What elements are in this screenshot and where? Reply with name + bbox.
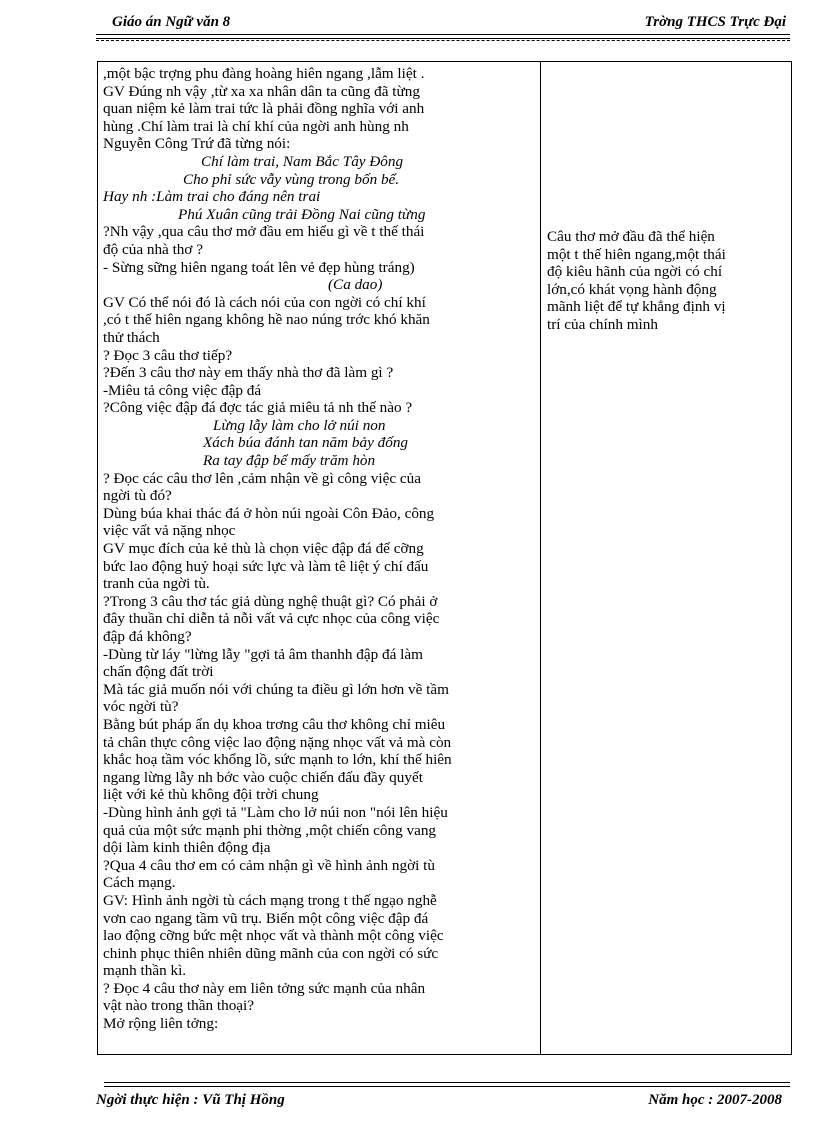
text-line: quan niệm kẻ làm trai tức là phải đồng nghĩa với anh bbox=[103, 100, 425, 118]
text-line: dội làm kinh thiên động địa bbox=[103, 839, 271, 857]
text-line: đây thuần chỉ diễn tả nỗi vất vả cực nhọc của công việc bbox=[103, 610, 440, 628]
text-line: -Dùng từ láy "lừng lẫy "gợi tả âm thanhh đập đá làm bbox=[103, 645, 423, 663]
header-subject: Giáo án Ngữ văn 8 bbox=[112, 14, 231, 30]
text-line: ?Qua 4 câu thơ em có cảm nhận gì về hình ảnh ngời tù bbox=[103, 856, 435, 874]
text-line: Mở rộng liên tởng: bbox=[103, 1015, 219, 1033]
knowledge-column bbox=[547, 228, 785, 334]
text-line: lớn,có khát vọng hành động bbox=[547, 280, 717, 298]
text-line: -Dùng hình ảnh gợi tả "Làm cho lở núi non "nói lên hiệu bbox=[103, 803, 448, 821]
text-line: GV: Hình ảnh ngời tù cách mạng trong t thế ngạo nghễ bbox=[103, 891, 437, 909]
footer-author: Ngời thực hiện : Vũ Thị Hồng bbox=[96, 1092, 285, 1108]
text-line: độ kiêu hãnh của ngời có chí bbox=[547, 263, 723, 281]
text-line: ,một bậc trợng phu đàng hoàng hiên ngang ,lẫm liệt . bbox=[103, 65, 425, 82]
text-line: Cách mạng. bbox=[103, 874, 176, 892]
text-line: GV Có thể nói đó là cách nói của con ngời có chí khí bbox=[103, 293, 426, 311]
poem-line: Phú Xuân cũng trải Đồng Nai cũng từng bbox=[178, 205, 426, 223]
text-line: quả của một sức mạnh phi thờng ,một chiến công vang bbox=[103, 821, 437, 839]
text-line: ?Nh vậy ,qua câu thơ mở đầu em hiểu gì về t thế thái bbox=[103, 223, 425, 241]
text-line: GV mục đích của kẻ thù là chọn việc đập đá để cỡng bbox=[103, 540, 424, 558]
source-note: (Ca dao) bbox=[328, 276, 383, 294]
teaching-activities-column bbox=[103, 65, 535, 1033]
page-header bbox=[112, 12, 786, 36]
text-line: ngang lừng lẫy nh bớc vào cuộc chiến đấu đầy quyết bbox=[103, 768, 423, 786]
page-footer bbox=[96, 1092, 782, 1116]
text-line: vật nào trong thần thoại? bbox=[103, 997, 254, 1015]
poem-line: Hay nh :Làm trai cho đáng nên trai bbox=[103, 188, 321, 206]
text-line: ?Công việc đập đá đợc tác giả miêu tả nh thế nào ? bbox=[103, 399, 413, 417]
text-line: ?Trong 3 câu thơ tác giả dùng nghệ thuật gì? Có phải ở bbox=[103, 592, 438, 610]
footer-rule bbox=[104, 1082, 790, 1087]
poem-line: Ra tay đập bể mấy trăm hòn bbox=[203, 452, 376, 470]
text-line: chinh phục thiên nhiên dũng mãnh của con ngời có sức bbox=[103, 944, 439, 962]
footer-school-year: Năm học : 2007-2008 bbox=[648, 1092, 782, 1108]
text-line: Mà tác giả muốn nói với chúng ta điều gì lớn hơn về tầm bbox=[103, 680, 449, 698]
text-line: khắc hoạ tầm vóc khổng lồ, sức mạnh to lớn, khí thế hiên bbox=[103, 751, 452, 769]
header-rule-dashed bbox=[96, 40, 790, 41]
text-line: vóc ngời tù? bbox=[103, 698, 179, 716]
poem-line: Chí làm trai, Nam Bắc Tây Đông bbox=[201, 152, 404, 170]
text-line: trí của chính mình bbox=[547, 315, 658, 333]
text-line: ? Đọc 3 câu thơ tiếp? bbox=[103, 346, 233, 364]
header-rule bbox=[96, 34, 790, 39]
poem-line: Lừng lẫy làm cho lở núi non bbox=[213, 416, 386, 434]
text-line: vơn cao ngang tầm vũ trụ. Biến một công việc đập đá bbox=[103, 909, 429, 927]
text-line: GV Đúng nh vậy ,từ xa xa nhân dân ta cũng đã từng bbox=[103, 82, 420, 100]
text-line: lao động cỡng bức mệt nhọc vất và thành một công việc bbox=[103, 927, 444, 945]
text-line: hùng .Chí làm trai là chí khí của ngời anh hùng nh bbox=[103, 117, 409, 135]
text-line: Dùng búa khai thác đá ở hòn núi ngoài Côn Đảo, công bbox=[103, 504, 435, 522]
text-line: ? Đọc 4 câu thơ này em liên tởng sức mạnh của nhân bbox=[103, 979, 426, 997]
text-line: Bằng bút pháp ẩn dụ khoa trơng câu thơ không chỉ miêu bbox=[103, 715, 446, 733]
text-line: việc vất vả nặng nhọc bbox=[103, 522, 236, 540]
text-line: liệt với kẻ thù không đội trời chung bbox=[103, 786, 319, 804]
text-line: chấn động đất trời bbox=[103, 663, 214, 681]
text-line: Nguyễn Công Trứ đã từng nói: bbox=[103, 135, 291, 153]
text-line: tranh của ngời tù. bbox=[103, 575, 210, 593]
text-line: thử thách bbox=[103, 328, 160, 346]
text-line: - Sừng sững hiên ngang toát lên vẻ đẹp hùng tráng) bbox=[103, 258, 415, 276]
text-line: Câu thơ mở đầu đã thể hiện bbox=[547, 228, 715, 245]
text-line: đập đá không? bbox=[103, 628, 192, 645]
table-column-divider bbox=[540, 61, 541, 1055]
text-line: -Miêu tả công việc đập đá bbox=[103, 381, 262, 399]
text-line: độ của nhà thơ ? bbox=[103, 240, 203, 258]
text-line: ?Đến 3 câu thơ này em thấy nhà thơ đã làm gì ? bbox=[103, 364, 394, 382]
poem-line: Cho phỉ sức vẫy vùng trong bốn bể. bbox=[183, 170, 400, 188]
text-line: mạnh thần kì. bbox=[103, 962, 187, 980]
header-school: Trờng THCS Trực Đại bbox=[644, 14, 786, 30]
text-line: mãnh liệt để tự khẳng định vị bbox=[547, 298, 726, 316]
text-line: một t thế hiên ngang,một thái bbox=[547, 245, 726, 263]
text-line: bức lao động huỷ hoại sức lực và làm tê liệt ý chí đấu bbox=[103, 557, 429, 575]
poem-line: Xách búa đánh tan năm bảy đống bbox=[203, 434, 409, 452]
text-line: tả chân thực công việc lao động nặng nhọc vất vả mà còn bbox=[103, 733, 452, 751]
text-line: ,có t thế hiên ngang không hề nao núng trớc khó khăn bbox=[103, 311, 430, 329]
text-line: ngời tù đó? bbox=[103, 487, 172, 505]
text-line: ? Đọc các câu thơ lên ,cảm nhận về gì công việc của bbox=[103, 469, 421, 487]
